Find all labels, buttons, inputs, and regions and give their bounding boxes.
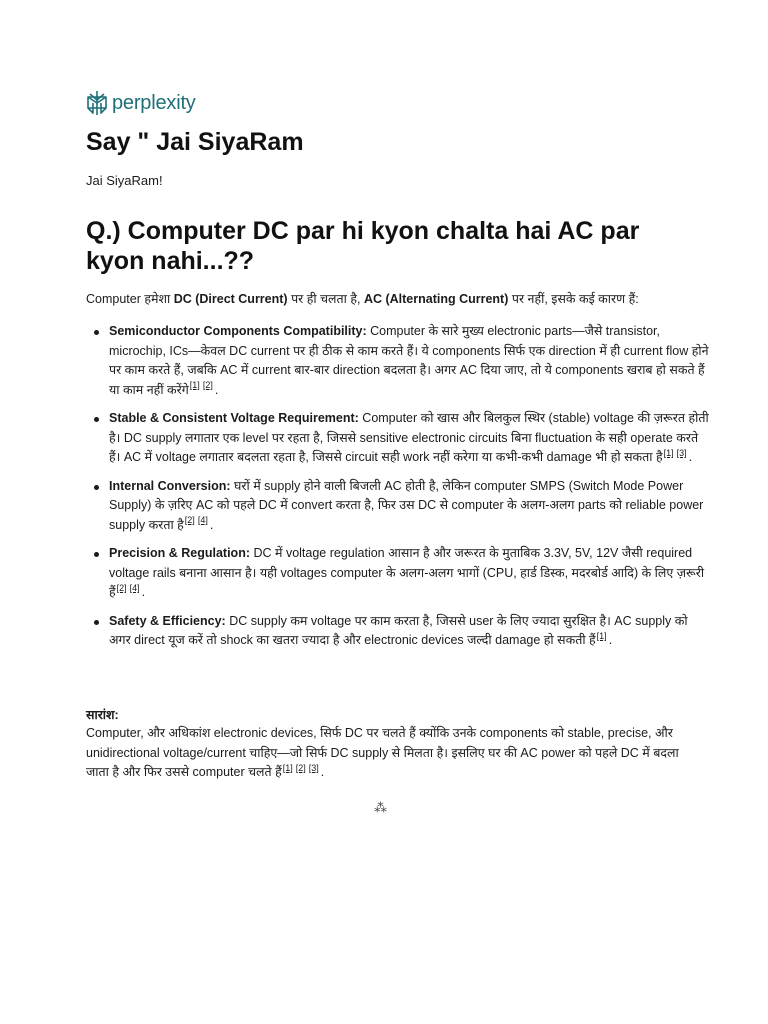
- citation-link[interactable]: [3]: [308, 762, 319, 773]
- brand-name: perplexity: [112, 91, 196, 114]
- point-heading: Stable & Consistent Voltage Requirement:: [109, 411, 359, 425]
- point-body: DC supply कम voltage पर काम करता है, जिससे user के लिए ज्यादा सुरक्षित है। AC supply को अगर direct यूज करें तो shock का खतरा ज्यादा है और electronic devices जल्दी damage हो सकती हैं: [109, 613, 688, 647]
- perplexity-mark-icon: [86, 90, 108, 116]
- point-heading: Precision & Regulation:: [109, 546, 250, 560]
- point-heading: Internal Conversion:: [109, 478, 231, 493]
- list-item: Safety & Efficiency: DC supply कम voltage पर काम करता है, जिससे user के लिए ज्यादा सुरक्षित है। AC supply को अगर direct यूज करें तो shock का खतरा ज्यादा है और electronic devices जल्दी damage हो सकती हैं[1] .: [109, 612, 709, 651]
- citation-link[interactable]: [4]: [129, 582, 140, 593]
- intro-paragraph: [86, 290, 686, 308]
- point-heading: Safety & Efficiency:: [109, 613, 226, 628]
- citation-link[interactable]: [1]: [189, 380, 200, 391]
- point-body: Computer के सारे मुख्य electronic parts—जैसे transistor, microchip, ICs—केवल DC current पर ही ठीक से काम करते हैं। ये components सिर्फ एक direction में ही current flow होने पर काम करते हैं, जबकि AC में current बार-बार direction बदलता है। अगर AC दिया जाए, तो ये components खराब हो सकते हैं या काम नहीं करेंगे: [109, 324, 709, 397]
- summary-paragraph: Computer, और अधिकांश electronic devices, सिर्फ DC पर चलते हैं क्योंकि उनके components को stable, precise, और unidirectional voltage/current चाहिए—जो सिर्फ DC supply से मिलता है। इसलिए घर की AC power को पहले DC में बदला जाता है और फिर उससे computer चलते हैं[1] [2] [3] .: [86, 726, 679, 779]
- citation-link[interactable]: [3]: [676, 447, 687, 458]
- summary-body: Computer, और अधिकांश electronic devices, सिर्फ DC पर चलते हैं क्योंकि उनके components को stable, precise, और unidirectional voltage/current चाहिए—जो सिर्फ DC supply से मिलता है। इसलिए घर की AC power को पहले DC में बदला जाता है और फिर उससे computer चलते हैं: [86, 726, 679, 779]
- point-body: घरों में supply होने वाली बिजली AC होती है, लेकिन computer SMPS (Switch Mode Power Supply) के ज़रिए AC को पहले DC में convert करता है, फिर उस DC से computer के अलग-अलग parts को reliable power supply करता है: [109, 478, 704, 532]
- question-heading: Q.) Computer DC par hi kyon chalta hai AC par kyon nahi...??: [86, 217, 640, 275]
- perplexity-logo: [86, 90, 196, 116]
- citation-link[interactable]: [2]: [116, 582, 127, 593]
- citation-link[interactable]: [2]: [295, 762, 306, 773]
- intro-bold-ac: AC (Alternating Current): [363, 292, 509, 306]
- list-item: Semiconductor Components Compatibility: Computer के सारे मुख्य electronic parts—जैसे transistor, microchip, ICs—केवल DC current पर ही ठीक से काम करते हैं। ये components सिर्फ एक direction में ही current flow होने पर काम करते हैं, जबकि AC में current बार-बार direction बदलता है। अगर AC दिया जाए, तो ये components खराब हो सकते हैं या काम नहीं करेंगे[1] [2] .: [109, 322, 709, 400]
- intro-bold-dc: DC (Direct Current): [173, 292, 288, 306]
- page-title: Say " Jai SiyaRam: [86, 128, 304, 156]
- citation-link[interactable]: [1]: [663, 447, 674, 458]
- point-body: Computer को खास और बिलकुल स्थिर (stable) voltage की ज़रूरत होती है। DC supply लगातार एक level पर रहता है, जिससे sensitive electronic circuits बिना fluctuation के सही operate करते हैं। AC में voltage लगातार बदलता रहता है, जिससे circuit सही work नहीं करेगा या कभी-कभी damage भी हो सकता है: [109, 411, 709, 464]
- list-item: Stable & Consistent Voltage Requirement: Computer को खास और बिलकुल स्थिर (stable) voltage की ज़रूरत होती है। DC supply लगातार एक level पर रहता है, जिससे sensitive electronic circuits बिना fluctuation के सही operate करते हैं। AC में voltage लगातार बदलता रहता है, जिससे circuit सही work नहीं करेगा या कभी-कभी damage भी हो सकता है[1] [3] .: [109, 409, 709, 468]
- point-heading: Semiconductor Components Compatibility:: [109, 324, 367, 338]
- intro-text: पर नहीं, इसके कई कारण हैं:: [508, 292, 639, 306]
- list-item: Internal Conversion: घरों में supply होने वाली बिजली AC होती है, लेकिन computer SMPS (Switch Mode Power Supply) के ज़रिए AC को पहले DC में convert करता है, फिर उस DC से computer के अलग-अलग parts को reliable power supply करता है[2] [4] .: [109, 477, 709, 536]
- section-divider: ⁂: [374, 800, 387, 815]
- point-body: DC में voltage regulation आसान है और जरूरत के मुताबिक 3.3V, 5V, 12V जैसी required voltage rails बनाना आसान है। यही voltages computer के अलग-अलग भागों (CPU, हार्ड डिस्क, मदरबोर्ड आदि) के लिए ज़रूरी हैं: [109, 546, 705, 599]
- citation-link[interactable]: [2]: [184, 515, 195, 526]
- intro-text: Computer हमेशा: [86, 292, 174, 306]
- reasons-list: [86, 322, 709, 660]
- citation-link[interactable]: [1]: [282, 762, 293, 773]
- citation-link[interactable]: [1]: [596, 630, 607, 641]
- intro-text: पर ही चलता है,: [287, 292, 364, 306]
- citation-link[interactable]: [4]: [197, 515, 208, 526]
- list-item: Precision & Regulation: DC में voltage regulation आसान है और जरूरत के मुताबिक 3.3V, 5V, 12V जैसी required voltage rails बनाना आसान है। यही voltages computer के अलग-अलग भागों (CPU, हार्ड डिस्क, मदरबोर्ड आदि) के लिए ज़रूरी हैं[2] [4] .: [109, 544, 709, 603]
- page-subtitle: Jai SiyaRam!: [86, 173, 163, 188]
- citation-link[interactable]: [2]: [202, 380, 213, 391]
- summary-heading: सारांश:: [86, 708, 119, 722]
